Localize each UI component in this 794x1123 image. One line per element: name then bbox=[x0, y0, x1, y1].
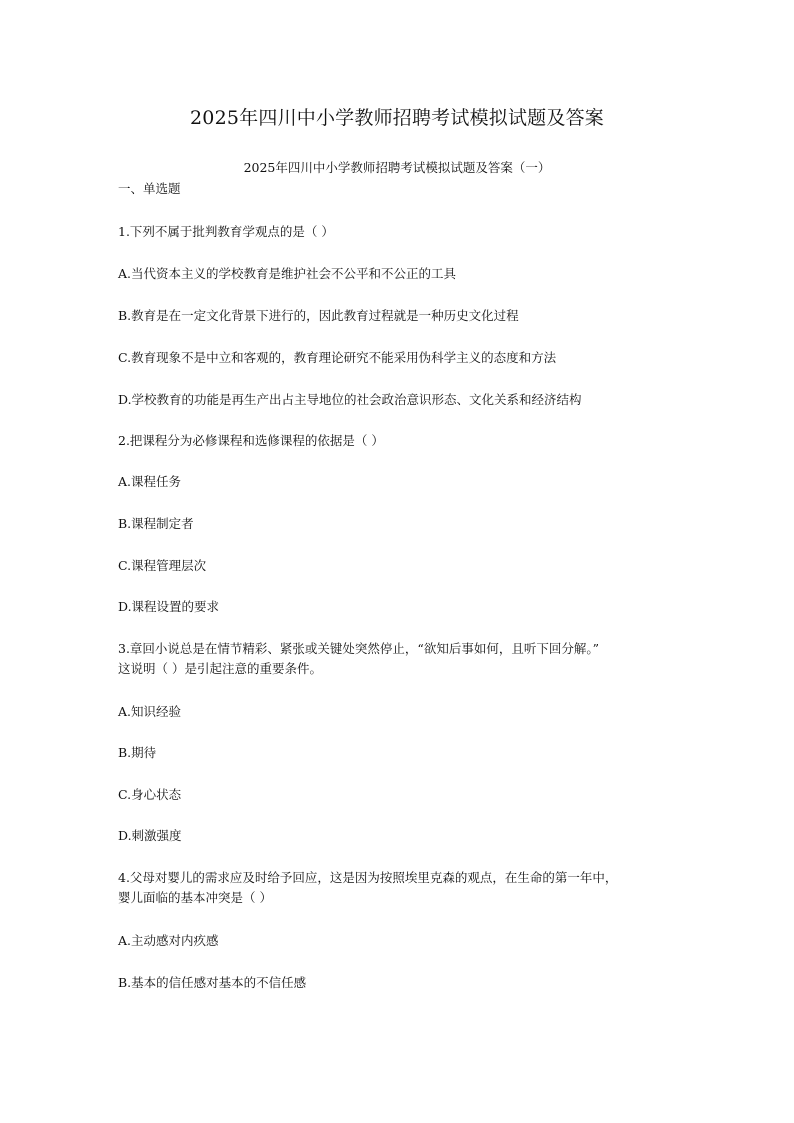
question-stem-line: 这说明（ ）是引起注意的重要条件。 bbox=[118, 661, 322, 676]
answer-option: B.课程制定者 bbox=[118, 516, 194, 531]
document-title: 2025年四川中小学教师招聘考试模拟试题及答案 bbox=[190, 107, 604, 129]
question-stem: 2.把课程分为必修课程和选修课程的依据是（ ） bbox=[118, 433, 384, 448]
answer-option: A.课程任务 bbox=[118, 474, 182, 489]
answer-option: A.当代资本主义的学校教育是维护社会不公平和不公正的工具 bbox=[118, 266, 457, 281]
answer-option: B.期待 bbox=[118, 745, 157, 760]
question-stem-line: 3.章回小说总是在情节精彩、紧张或关键处突然停止，“欲知后事如何，且听下回分解。” bbox=[118, 641, 599, 656]
answer-option: D.学校教育的功能是再生产出占主导地位的社会政治意识形态、文化关系和经济结构 bbox=[118, 392, 582, 407]
answer-option: A.知识经验 bbox=[118, 704, 182, 719]
question-stem: 1.下列不属于批判教育学观点的是（ ） bbox=[118, 224, 334, 239]
question-stem-line: 婴儿面临的基本冲突是（ ） bbox=[118, 890, 272, 905]
answer-option: D.课程设置的要求 bbox=[118, 599, 220, 614]
answer-option: C.课程管理层次 bbox=[118, 558, 207, 573]
answer-option: C.教育现象不是中立和客观的，教育理论研究不能采用伪科学主义的态度和方法 bbox=[118, 350, 557, 365]
answer-option: B.教育是在一定文化背景下进行的，因此教育过程就是一种历史文化过程 bbox=[118, 308, 519, 323]
answer-option: C.身心状态 bbox=[118, 787, 182, 802]
answer-option: B.基本的信任感对基本的不信任感 bbox=[118, 975, 307, 990]
answer-option: D.刺激强度 bbox=[118, 828, 182, 843]
question-stem-line: 4.父母对婴儿的需求应及时给予回应，这是因为按照埃里克森的观点，在生命的第一年中， bbox=[118, 870, 618, 885]
answer-option: A.主动感对内疚感 bbox=[118, 933, 219, 948]
part-heading: 一、单选题 bbox=[118, 181, 181, 196]
section-title: 2025年四川中小学教师招聘考试模拟试题及答案（一） bbox=[243, 160, 551, 175]
